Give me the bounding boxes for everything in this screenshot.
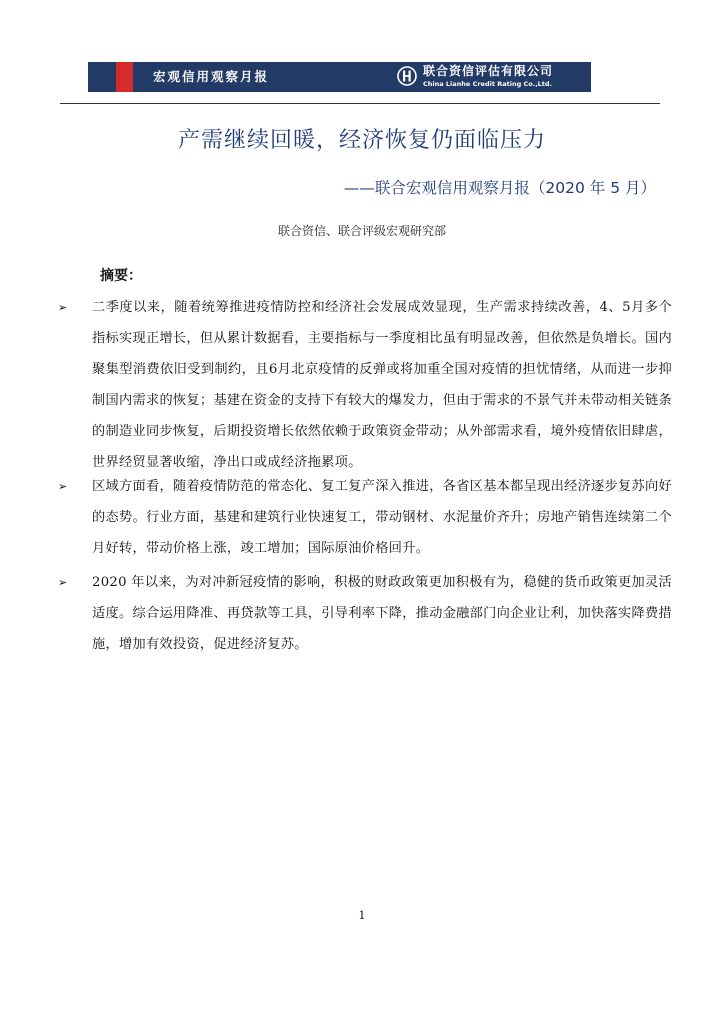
bullet-text: 区域方面看，随着疫情防范的常态化、复工复产深入推进，各省区基本都呈现出经济逐步复苏向好的态势。行业方面，基建和建筑行业快速复工，带动钢材、水泥量价齐升；房地产销售连续第二个月好转，带动价格上涨，竣工增加；国际原油价格回升。 [92, 479, 672, 556]
bullet-arrow-icon: ➢ [58, 576, 68, 589]
bullet-arrow-icon: ➢ [58, 480, 68, 493]
company-logo-icon [397, 66, 417, 86]
summary-bullet [58, 471, 672, 564]
page-number: 1 [358, 909, 366, 922]
header-accent-stripe [116, 62, 133, 92]
page-subtitle: ——联合宏观信用观察月报（2020 年 5 月） [343, 179, 656, 197]
header-divider [60, 103, 660, 104]
page-title: 产需继续回暖，经济恢复仍面临压力 [177, 128, 546, 153]
company-name-cn: 联合资信评估有限公司 [423, 64, 554, 78]
report-series-name: 宏观信用观察月报 [153, 69, 270, 84]
summary-heading: 摘要： [100, 268, 142, 284]
bullet-text: 二季度以来，随着统筹推进疫情防控和经济社会发展成效显现，生产需求持续改善，4、5月多个指标实现正增长，但从累计数据看，主要指标与一季度相比虽有明显改善，但依然是负增长。国内聚集型消费依旧受到制约，且6月北京疫情的反弹或将加重全国对疫情的担忧情绪，从而进一步抑制国内需求的恢复；基建在资金的支持下有较大的爆发力，但由于需求的不景气并未带动相关链条的制造业同步恢复，后期投资增长依然依赖于政策资金带动；从外部需求看，境外疫情依旧肆虐，世界经贸显著收缩，净出口或成经济拖累项。 [92, 300, 672, 470]
authors-line: 联合资信、联合评级宏观研究部 [277, 224, 446, 238]
summary-bullet [58, 567, 672, 660]
bullet-arrow-icon: ➢ [58, 301, 68, 314]
bullet-text: 2020 年以来，为对冲新冠疫情的影响，积极的财政政策更加积极有为，稳健的货币政策更加灵活适度。综合运用降准、再贷款等工具，引导利率下降，推动金融部门向企业让利，加快落实降费措施，增加有效投资，促进经济复苏。 [92, 575, 672, 652]
summary-bullet [58, 292, 672, 478]
company-name-en: China Lianhe Credit Rating Co.,Ltd. [423, 80, 553, 88]
